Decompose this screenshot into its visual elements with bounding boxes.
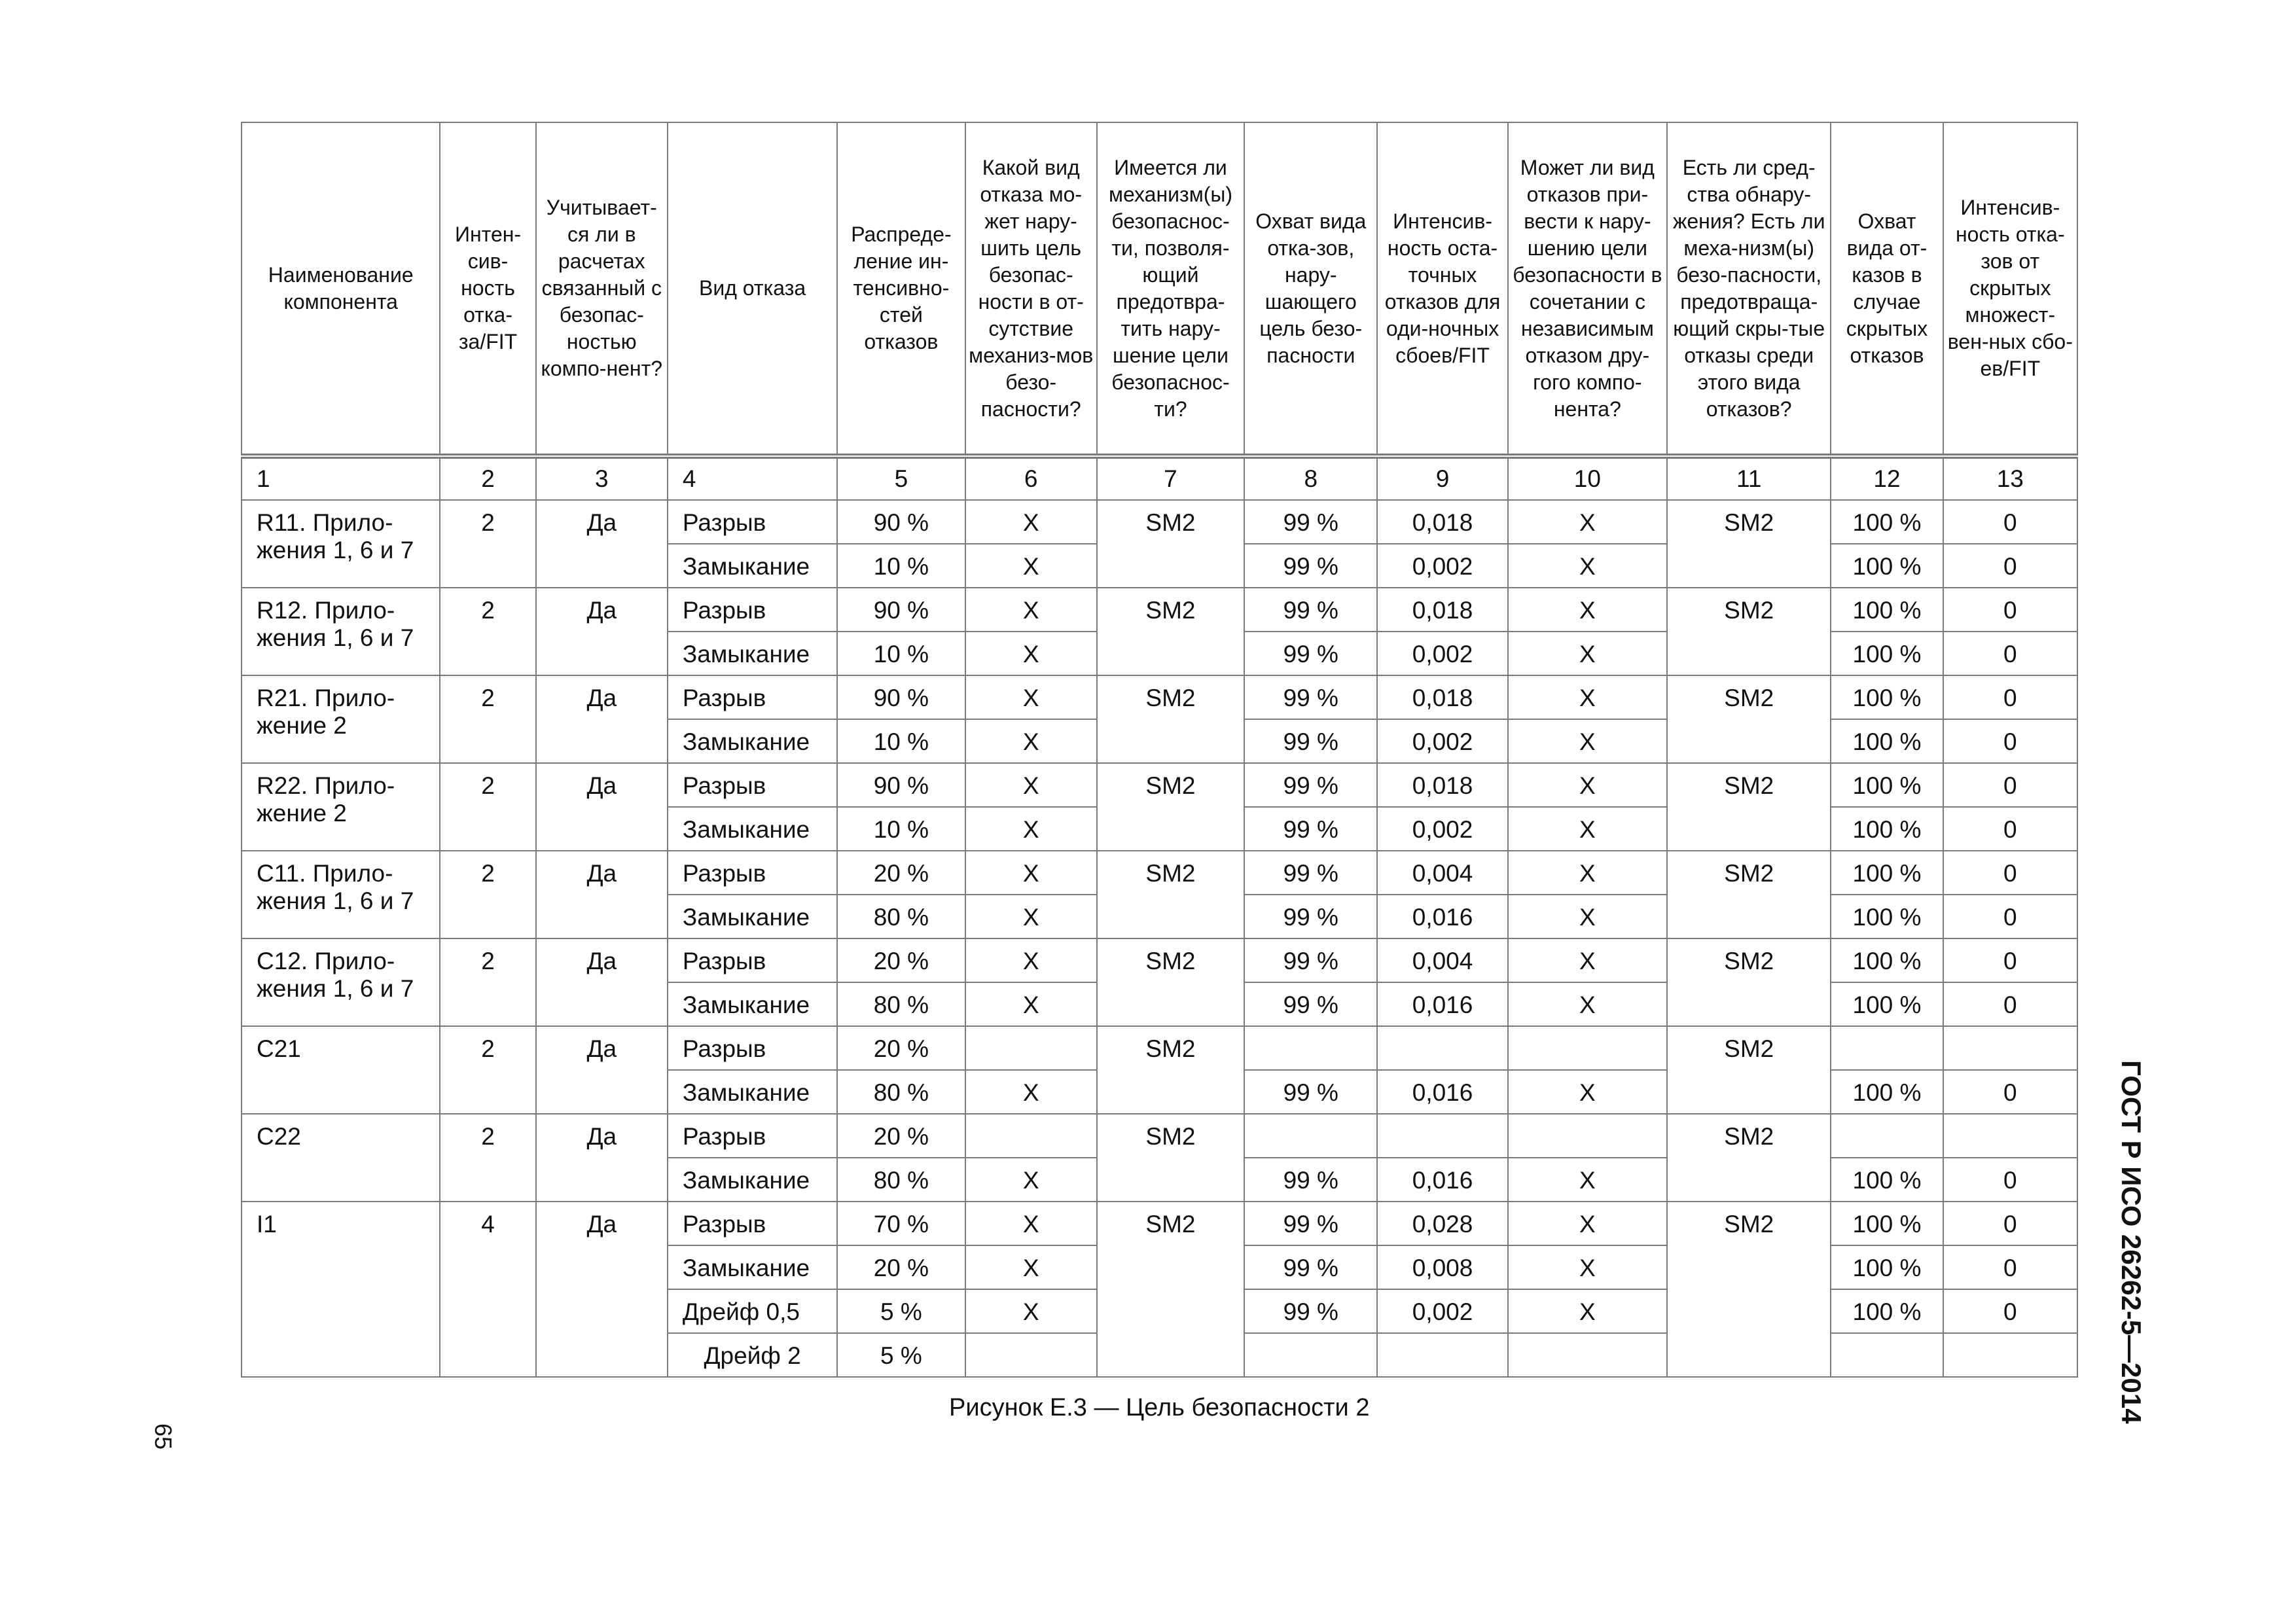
dual-point-violation: X bbox=[1508, 1158, 1667, 1202]
latent-coverage: 100 % bbox=[1831, 1158, 1943, 1202]
failure-distribution: 80 % bbox=[837, 1158, 965, 1202]
failure-distribution: 10 % bbox=[837, 719, 965, 763]
latent-coverage: 100 % bbox=[1831, 588, 1943, 632]
latent-safety-mechanism: SM2 bbox=[1667, 500, 1831, 588]
latent-safety-mechanism: SM2 bbox=[1667, 938, 1831, 1026]
residual-rate: 0,002 bbox=[1377, 632, 1507, 675]
violates-goal: X bbox=[965, 544, 1097, 588]
latent-coverage: 100 % bbox=[1831, 895, 1943, 938]
residual-rate: 0,002 bbox=[1377, 1289, 1507, 1333]
safety-mechanism: SM2 bbox=[1097, 938, 1244, 1026]
residual-rate: 0,018 bbox=[1377, 763, 1507, 807]
latent-mpf-rate: 0 bbox=[1943, 500, 2077, 544]
failure-distribution: 90 % bbox=[837, 675, 965, 719]
table-row bbox=[242, 1202, 2077, 1245]
failure-coverage: 99 % bbox=[1244, 588, 1377, 632]
failure-coverage bbox=[1244, 1026, 1377, 1070]
safety-mechanism: SM2 bbox=[1097, 500, 1244, 588]
failure-rate: 2 bbox=[440, 1026, 535, 1114]
column-number: 3 bbox=[536, 456, 668, 500]
failure-mode: Замыкание bbox=[668, 632, 837, 675]
latent-coverage: 100 % bbox=[1831, 719, 1943, 763]
failure-mode: Разрыв bbox=[668, 675, 837, 719]
dual-point-violation bbox=[1508, 1026, 1667, 1070]
latent-mpf-rate: 0 bbox=[1943, 544, 2077, 588]
violates-goal: X bbox=[965, 938, 1097, 982]
component-name: I1 bbox=[242, 1202, 440, 1377]
failure-mode: Разрыв bbox=[668, 500, 837, 544]
failure-rate: 2 bbox=[440, 500, 535, 588]
latent-mpf-rate: 0 bbox=[1943, 588, 2077, 632]
dual-point-violation: X bbox=[1508, 675, 1667, 719]
column-header: Интенсив-ность оста-точных отказов для оди-ночных сбоев/FIT bbox=[1377, 122, 1507, 456]
latent-safety-mechanism: SM2 bbox=[1667, 1026, 1831, 1114]
dual-point-violation: X bbox=[1508, 851, 1667, 895]
violates-goal: X bbox=[965, 500, 1097, 544]
latent-mpf-rate: 0 bbox=[1943, 851, 2077, 895]
column-number: 5 bbox=[837, 456, 965, 500]
residual-rate bbox=[1377, 1114, 1507, 1158]
dual-point-violation: X bbox=[1508, 1245, 1667, 1289]
column-header: Вид отказа bbox=[668, 122, 837, 456]
dual-point-violation: X bbox=[1508, 588, 1667, 632]
residual-rate: 0,018 bbox=[1377, 675, 1507, 719]
latent-mpf-rate bbox=[1943, 1333, 2077, 1377]
violates-goal: X bbox=[965, 1289, 1097, 1333]
failure-mode: Дрейф 0,5 bbox=[668, 1289, 837, 1333]
failure-mode: Разрыв bbox=[668, 938, 837, 982]
column-number: 4 bbox=[668, 456, 837, 500]
component-name: R12. Прило-жения 1, 6 и 7 bbox=[242, 588, 440, 675]
column-number: 11 bbox=[1667, 456, 1831, 500]
safety-related: Да bbox=[536, 938, 668, 1026]
table-row bbox=[242, 1114, 2077, 1158]
latent-coverage bbox=[1831, 1026, 1943, 1070]
component-name: R21. Прило-жение 2 bbox=[242, 675, 440, 763]
violates-goal: X bbox=[965, 1158, 1097, 1202]
latent-coverage bbox=[1831, 1114, 1943, 1158]
failure-coverage: 99 % bbox=[1244, 1202, 1377, 1245]
safety-related: Да bbox=[536, 1026, 668, 1114]
failure-distribution: 20 % bbox=[837, 1026, 965, 1070]
latent-safety-mechanism: SM2 bbox=[1667, 675, 1831, 763]
column-number: 7 bbox=[1097, 456, 1244, 500]
safety-related: Да bbox=[536, 500, 668, 588]
latent-coverage: 100 % bbox=[1831, 544, 1943, 588]
dual-point-violation: X bbox=[1508, 938, 1667, 982]
dual-point-violation: X bbox=[1508, 763, 1667, 807]
residual-rate: 0,016 bbox=[1377, 982, 1507, 1026]
failure-coverage: 99 % bbox=[1244, 632, 1377, 675]
latent-safety-mechanism: SM2 bbox=[1667, 588, 1831, 675]
column-number: 8 bbox=[1244, 456, 1377, 500]
latent-coverage: 100 % bbox=[1831, 982, 1943, 1026]
component-name: C22 bbox=[242, 1114, 440, 1202]
safety-related: Да bbox=[536, 588, 668, 675]
latent-coverage: 100 % bbox=[1831, 500, 1943, 544]
failure-distribution: 10 % bbox=[837, 544, 965, 588]
dual-point-violation: X bbox=[1508, 1289, 1667, 1333]
dual-point-violation: X bbox=[1508, 500, 1667, 544]
latent-mpf-rate: 0 bbox=[1943, 1245, 2077, 1289]
column-number: 10 bbox=[1508, 456, 1667, 500]
latent-mpf-rate: 0 bbox=[1943, 895, 2077, 938]
dual-point-violation bbox=[1508, 1114, 1667, 1158]
residual-rate: 0,018 bbox=[1377, 588, 1507, 632]
column-header: Распреде-ление ин-тенсивно-стей отказов bbox=[837, 122, 965, 456]
violates-goal bbox=[965, 1333, 1097, 1377]
table-header bbox=[242, 122, 2077, 456]
column-header: Какой вид отказа мо-жет нару-шить цель безопас-ности в от-сутствие механиз-мов безо-пасности? bbox=[965, 122, 1097, 456]
failure-distribution: 70 % bbox=[837, 1202, 965, 1245]
failure-mode: Замыкание bbox=[668, 895, 837, 938]
failure-mode: Замыкание bbox=[668, 1070, 837, 1114]
failure-distribution: 80 % bbox=[837, 895, 965, 938]
violates-goal: X bbox=[965, 807, 1097, 851]
violates-goal: X bbox=[965, 763, 1097, 807]
residual-rate: 0,004 bbox=[1377, 851, 1507, 895]
failure-distribution: 20 % bbox=[837, 1245, 965, 1289]
failure-mode: Разрыв bbox=[668, 1026, 837, 1070]
failure-distribution: 20 % bbox=[837, 851, 965, 895]
table-row bbox=[242, 500, 2077, 544]
failure-mode: Замыкание bbox=[668, 1158, 837, 1202]
failure-rate: 4 bbox=[440, 1202, 535, 1377]
column-header: Имеется ли механизм(ы) безопаснос-ти, позволя-ющий предотвра-тить нару-шение цели безопаснос-ти? bbox=[1097, 122, 1244, 456]
latent-coverage: 100 % bbox=[1831, 938, 1943, 982]
residual-rate bbox=[1377, 1026, 1507, 1070]
column-header: Охват вида от-казов в случае скрытых отказов bbox=[1831, 122, 1943, 456]
latent-safety-mechanism: SM2 bbox=[1667, 1202, 1831, 1377]
standard-designation: ГОСТ Р ИСО 26262-5—2014 bbox=[2116, 1060, 2147, 1424]
table-body bbox=[242, 500, 2077, 1377]
failure-mode: Разрыв bbox=[668, 1202, 837, 1245]
failure-mode: Разрыв bbox=[668, 763, 837, 807]
safety-related: Да bbox=[536, 1114, 668, 1202]
failure-distribution: 20 % bbox=[837, 938, 965, 982]
failure-mode: Замыкание bbox=[668, 544, 837, 588]
failure-mode: Разрыв bbox=[668, 588, 837, 632]
latent-mpf-rate: 0 bbox=[1943, 719, 2077, 763]
column-number: 1 bbox=[242, 456, 440, 500]
failure-coverage: 99 % bbox=[1244, 719, 1377, 763]
failure-distribution: 10 % bbox=[837, 807, 965, 851]
latent-mpf-rate: 0 bbox=[1943, 982, 2077, 1026]
failure-distribution: 20 % bbox=[837, 1114, 965, 1158]
dual-point-violation: X bbox=[1508, 1070, 1667, 1114]
failure-rate: 2 bbox=[440, 851, 535, 938]
dual-point-violation: X bbox=[1508, 895, 1667, 938]
failure-coverage bbox=[1244, 1114, 1377, 1158]
table-row bbox=[242, 851, 2077, 895]
safety-related: Да bbox=[536, 675, 668, 763]
failure-coverage: 99 % bbox=[1244, 807, 1377, 851]
failure-coverage: 99 % bbox=[1244, 1245, 1377, 1289]
violates-goal: X bbox=[965, 1245, 1097, 1289]
table-row bbox=[242, 588, 2077, 632]
safety-related: Да bbox=[536, 763, 668, 851]
latent-coverage: 100 % bbox=[1831, 1289, 1943, 1333]
latent-mpf-rate bbox=[1943, 1026, 2077, 1070]
failure-rate: 2 bbox=[440, 675, 535, 763]
residual-rate: 0,002 bbox=[1377, 807, 1507, 851]
latent-coverage: 100 % bbox=[1831, 763, 1943, 807]
latent-mpf-rate: 0 bbox=[1943, 1289, 2077, 1333]
table-row bbox=[242, 1026, 2077, 1070]
failure-mode: Разрыв bbox=[668, 851, 837, 895]
latent-coverage: 100 % bbox=[1831, 1245, 1943, 1289]
table-row bbox=[242, 938, 2077, 982]
violates-goal: X bbox=[965, 675, 1097, 719]
violates-goal bbox=[965, 1026, 1097, 1070]
latent-mpf-rate: 0 bbox=[1943, 938, 2077, 982]
failure-rate: 2 bbox=[440, 938, 535, 1026]
failure-mode: Замыкание bbox=[668, 807, 837, 851]
latent-coverage: 100 % bbox=[1831, 807, 1943, 851]
failure-distribution: 80 % bbox=[837, 982, 965, 1026]
dual-point-violation: X bbox=[1508, 807, 1667, 851]
failure-coverage: 99 % bbox=[1244, 895, 1377, 938]
latent-coverage bbox=[1831, 1333, 1943, 1377]
dual-point-violation: X bbox=[1508, 632, 1667, 675]
latent-coverage: 100 % bbox=[1831, 675, 1943, 719]
column-number: 9 bbox=[1377, 456, 1507, 500]
failure-distribution: 90 % bbox=[837, 588, 965, 632]
safety-mechanism: SM2 bbox=[1097, 588, 1244, 675]
failure-coverage bbox=[1244, 1333, 1377, 1377]
page-number: 65 bbox=[150, 1423, 177, 1450]
violates-goal: X bbox=[965, 632, 1097, 675]
dual-point-violation: X bbox=[1508, 544, 1667, 588]
column-number: 6 bbox=[965, 456, 1097, 500]
safety-goal-table bbox=[241, 122, 2078, 1378]
safety-mechanism: SM2 bbox=[1097, 1202, 1244, 1377]
failure-coverage: 99 % bbox=[1244, 851, 1377, 895]
residual-rate bbox=[1377, 1333, 1507, 1377]
failure-distribution: 5 % bbox=[837, 1289, 965, 1333]
component-name: C11. Прило-жения 1, 6 и 7 bbox=[242, 851, 440, 938]
residual-rate: 0,018 bbox=[1377, 500, 1507, 544]
component-name: R11. Прило-жения 1, 6 и 7 bbox=[242, 500, 440, 588]
latent-coverage: 100 % bbox=[1831, 851, 1943, 895]
latent-safety-mechanism: SM2 bbox=[1667, 1114, 1831, 1202]
violates-goal: X bbox=[965, 719, 1097, 763]
residual-rate: 0,016 bbox=[1377, 1158, 1507, 1202]
failure-distribution: 10 % bbox=[837, 632, 965, 675]
residual-rate: 0,008 bbox=[1377, 1245, 1507, 1289]
safety-mechanism: SM2 bbox=[1097, 851, 1244, 938]
safety-related: Да bbox=[536, 851, 668, 938]
latent-coverage: 100 % bbox=[1831, 1202, 1943, 1245]
failure-coverage: 99 % bbox=[1244, 1070, 1377, 1114]
latent-mpf-rate: 0 bbox=[1943, 1158, 2077, 1202]
residual-rate: 0,028 bbox=[1377, 1202, 1507, 1245]
residual-rate: 0,002 bbox=[1377, 719, 1507, 763]
safety-mechanism: SM2 bbox=[1097, 675, 1244, 763]
safety-mechanism: SM2 bbox=[1097, 1114, 1244, 1202]
column-header: Учитывает-ся ли в расчетах связанный с безопас-ностью компо-нент? bbox=[536, 122, 668, 456]
residual-rate: 0,016 bbox=[1377, 1070, 1507, 1114]
violates-goal: X bbox=[965, 851, 1097, 895]
failure-coverage: 99 % bbox=[1244, 763, 1377, 807]
violates-goal: X bbox=[965, 1202, 1097, 1245]
violates-goal: X bbox=[965, 982, 1097, 1026]
violates-goal bbox=[965, 1114, 1097, 1158]
dual-point-violation: X bbox=[1508, 1202, 1667, 1245]
violates-goal: X bbox=[965, 1070, 1097, 1114]
failure-mode: Дрейф 2 bbox=[668, 1333, 837, 1377]
latent-mpf-rate: 0 bbox=[1943, 675, 2077, 719]
column-header: Интен-сив-ность отка-за/FIT bbox=[440, 122, 535, 456]
violates-goal: X bbox=[965, 588, 1097, 632]
failure-coverage: 99 % bbox=[1244, 544, 1377, 588]
column-header: Есть ли сред-ства обнару-жения? Есть ли меха-низм(ы) безо-пасности, предотвраща-ющий скры-тые отказы среди этого вида отказов? bbox=[1667, 122, 1831, 456]
dual-point-violation: X bbox=[1508, 982, 1667, 1026]
column-number: 12 bbox=[1831, 456, 1943, 500]
failure-distribution: 5 % bbox=[837, 1333, 965, 1377]
latent-mpf-rate: 0 bbox=[1943, 632, 2077, 675]
residual-rate: 0,016 bbox=[1377, 895, 1507, 938]
component-name: C21 bbox=[242, 1026, 440, 1114]
latent-safety-mechanism: SM2 bbox=[1667, 763, 1831, 851]
failure-coverage: 99 % bbox=[1244, 1289, 1377, 1333]
column-number: 2 bbox=[440, 456, 535, 500]
latent-mpf-rate bbox=[1943, 1114, 2077, 1158]
failure-mode: Замыкание bbox=[668, 719, 837, 763]
latent-coverage: 100 % bbox=[1831, 1070, 1943, 1114]
failure-coverage: 99 % bbox=[1244, 675, 1377, 719]
failure-rate: 2 bbox=[440, 1114, 535, 1202]
safety-related: Да bbox=[536, 1202, 668, 1377]
figure-caption: Рисунок Е.3 — Цель безопасности 2 bbox=[949, 1394, 1370, 1421]
failure-distribution: 90 % bbox=[837, 763, 965, 807]
failure-coverage: 99 % bbox=[1244, 982, 1377, 1026]
failure-coverage: 99 % bbox=[1244, 500, 1377, 544]
column-number-row bbox=[242, 456, 2077, 500]
dual-point-violation: X bbox=[1508, 719, 1667, 763]
failure-mode: Замыкание bbox=[668, 1245, 837, 1289]
column-header: Интенсив-ность отка-зов от скрытых множест-вен-ных сбо-ев/FIT bbox=[1943, 122, 2077, 456]
latent-mpf-rate: 0 bbox=[1943, 763, 2077, 807]
table-row bbox=[242, 675, 2077, 719]
latent-safety-mechanism: SM2 bbox=[1667, 851, 1831, 938]
column-number: 13 bbox=[1943, 456, 2077, 500]
table-row bbox=[242, 763, 2077, 807]
residual-rate: 0,004 bbox=[1377, 938, 1507, 982]
latent-mpf-rate: 0 bbox=[1943, 1202, 2077, 1245]
latent-mpf-rate: 0 bbox=[1943, 807, 2077, 851]
failure-rate: 2 bbox=[440, 763, 535, 851]
failure-mode: Разрыв bbox=[668, 1114, 837, 1158]
component-name: C12. Прило-жения 1, 6 и 7 bbox=[242, 938, 440, 1026]
latent-mpf-rate: 0 bbox=[1943, 1070, 2077, 1114]
violates-goal: X bbox=[965, 895, 1097, 938]
component-name: R22. Прило-жение 2 bbox=[242, 763, 440, 851]
failure-distribution: 90 % bbox=[837, 500, 965, 544]
column-header: Может ли вид отказов при-вести к нару-шению цели безопасности в сочетании с независимым отказом дру-гого компо-нента? bbox=[1508, 122, 1667, 456]
latent-coverage: 100 % bbox=[1831, 632, 1943, 675]
column-header: Охват вида отка-зов, нару-шающего цель безо-пасности bbox=[1244, 122, 1377, 456]
failure-mode: Замыкание bbox=[668, 982, 837, 1026]
safety-mechanism: SM2 bbox=[1097, 1026, 1244, 1114]
residual-rate: 0,002 bbox=[1377, 544, 1507, 588]
failure-coverage: 99 % bbox=[1244, 1158, 1377, 1202]
safety-mechanism: SM2 bbox=[1097, 763, 1244, 851]
failure-rate: 2 bbox=[440, 588, 535, 675]
dual-point-violation bbox=[1508, 1333, 1667, 1377]
failure-coverage: 99 % bbox=[1244, 938, 1377, 982]
failure-distribution: 80 % bbox=[837, 1070, 965, 1114]
column-header: Наименование компонента bbox=[242, 122, 440, 456]
